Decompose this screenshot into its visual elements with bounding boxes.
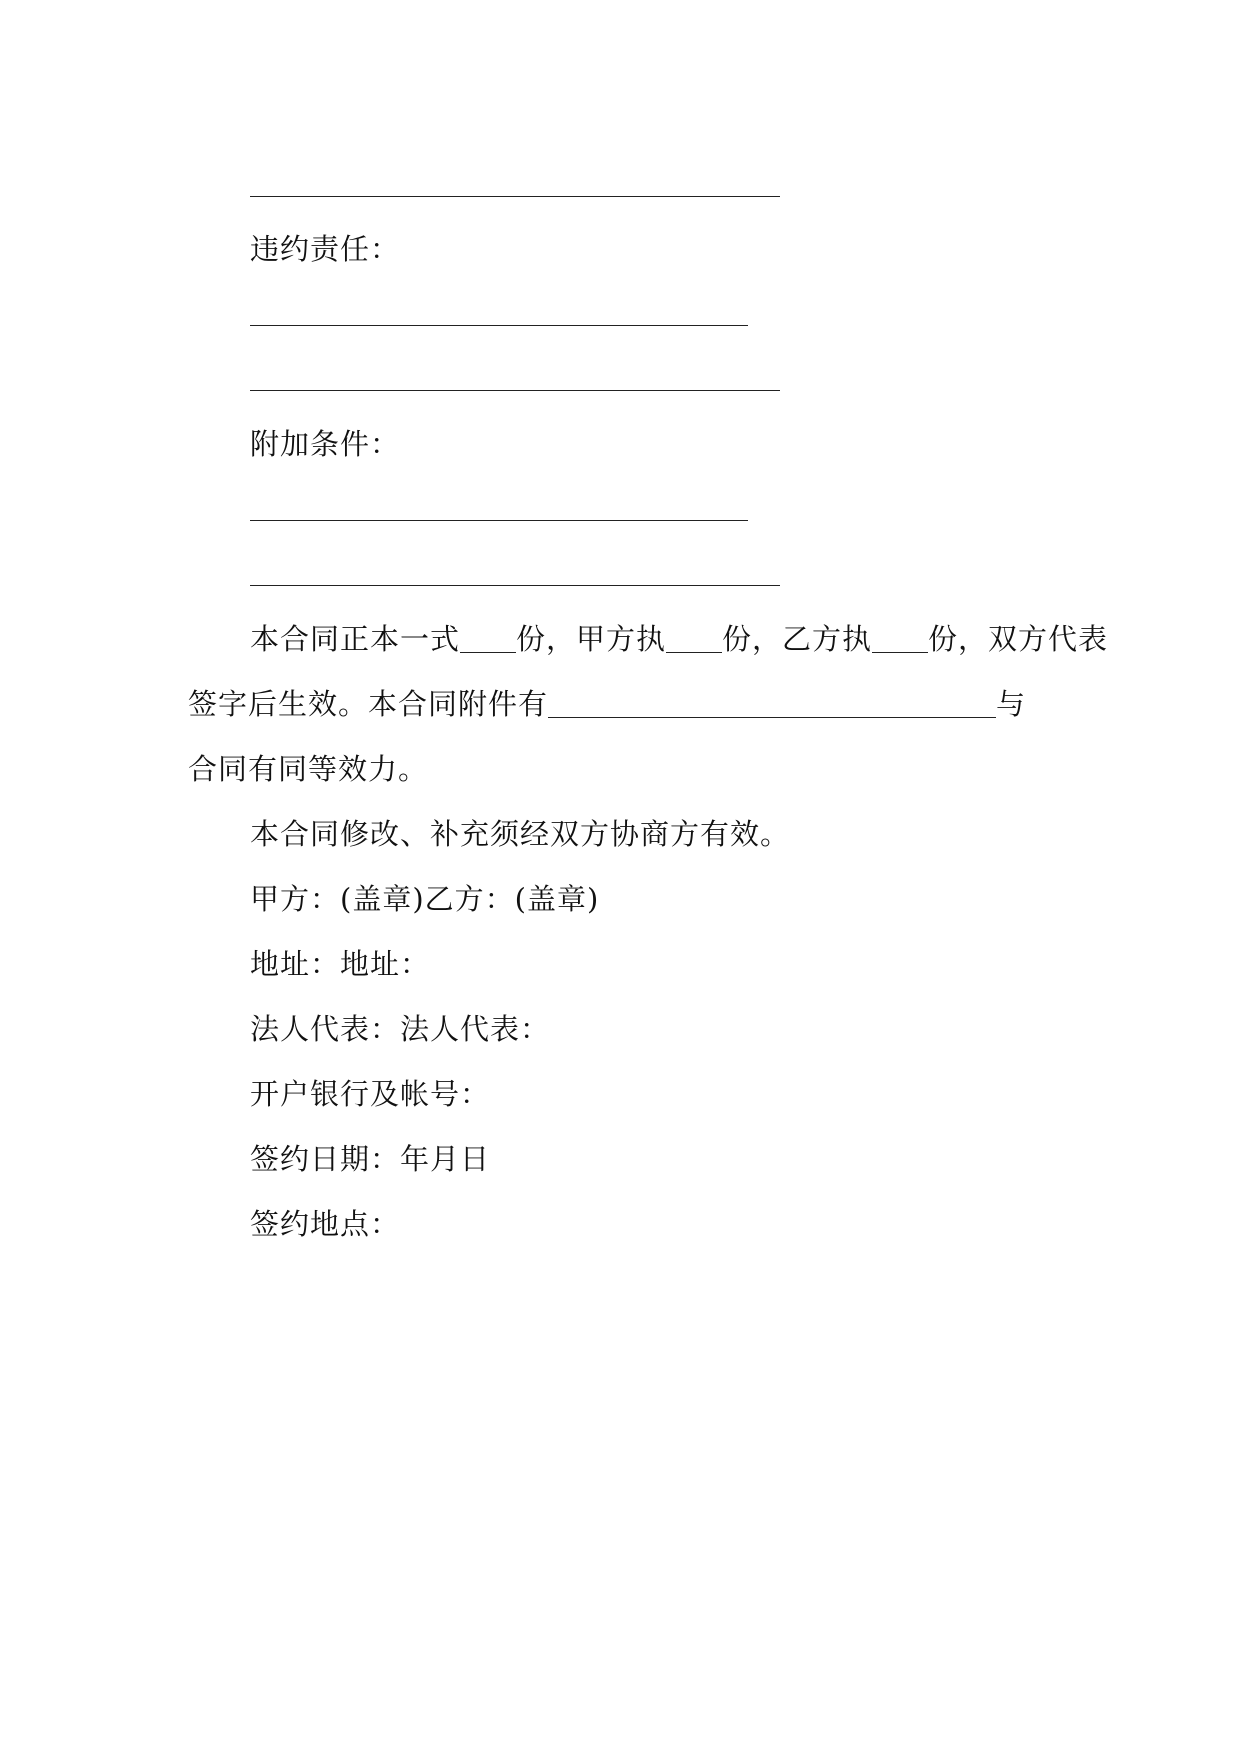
- copies-text: 份，甲方执: [516, 622, 667, 656]
- bank-account-line: 开户银行及帐号：: [250, 1077, 491, 1111]
- copies-clause-line-1: [250, 621, 1108, 657]
- breach-heading: 违约责任：: [250, 232, 401, 266]
- blank-field: [872, 623, 928, 653]
- copies-clause-line-3: 合同有同等效力。: [188, 752, 429, 786]
- copies-clause-line-2: [188, 686, 1026, 722]
- copies-text: 与: [996, 687, 1027, 721]
- copies-text: 签字后生效。本合同附件有: [188, 687, 549, 721]
- copies-text: 本合同正本一式: [250, 622, 461, 656]
- parties-line: 甲方：(盖章)乙方：(盖章): [250, 882, 600, 916]
- address-line: 地址：地址：: [250, 947, 431, 981]
- blank-line: [250, 520, 748, 521]
- blank-line: [250, 325, 748, 326]
- copies-text: 份，双方代表: [928, 622, 1109, 656]
- signing-date-line: 签约日期：年月日: [250, 1142, 491, 1176]
- amendment-clause: 本合同修改、补充须经双方协商方有效。: [250, 817, 791, 851]
- blank-field: [666, 623, 722, 653]
- signing-place-line: 签约地点：: [250, 1207, 401, 1241]
- blank-field: [548, 688, 996, 718]
- copies-text: 份，乙方执: [722, 622, 873, 656]
- blank-field: [460, 623, 516, 653]
- legal-representative-line: 法人代表：法人代表：: [250, 1012, 551, 1046]
- blank-line: [250, 390, 780, 391]
- blank-line: [250, 196, 780, 197]
- blank-line: [250, 585, 780, 586]
- extra-conditions-heading: 附加条件：: [250, 427, 401, 461]
